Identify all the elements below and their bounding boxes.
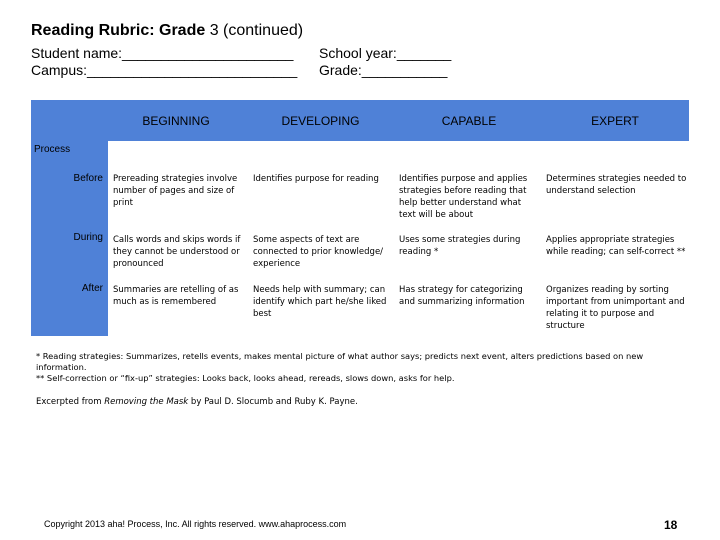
excerpt-prefix: Excerpted from	[36, 397, 105, 407]
cell-before-developing: Identifies purpose for reading	[253, 174, 379, 184]
cell-after-developing: Needs help with summary; can identify which part he/she liked best	[253, 285, 387, 319]
rubric-table	[31, 100, 689, 336]
column-header-capable: CAPABLE	[441, 114, 497, 128]
campus-field: Campus:___________________________	[31, 62, 298, 78]
title-rest: 3 (continued)	[205, 22, 304, 39]
column-header-beginning: BEGINNING	[142, 114, 210, 128]
column-header-expert: EXPERT	[591, 114, 639, 128]
row-label-during: During	[73, 232, 103, 243]
excerpt-credit	[36, 397, 358, 407]
grade-field: Grade:___________	[319, 62, 448, 78]
footnotes	[36, 351, 696, 384]
school-year-field: School year:_______	[319, 45, 452, 61]
cell-before-expert: Determines strategies needed to understand selection	[546, 174, 687, 196]
cell-during-capable: Uses some strategies during reading *	[399, 235, 521, 257]
cell-during-expert: Applies appropriate strategies while reading; can self-correct **	[546, 235, 686, 257]
row-label-after: After	[81, 283, 103, 294]
excerpt-book-title: Removing the Mask	[104, 397, 189, 407]
section-label-process: Process	[34, 144, 71, 155]
cell-before-capable: Identifies purpose and applies strategies before reading that help better understand what text will be about	[399, 174, 528, 220]
footnote-reading-strategies: * Reading strategies: Summarizes, retells events, makes mental picture of what author says; predicts next event, alters predictions based on new information.	[36, 351, 644, 372]
copyright-footer: Copyright 2013 aha! Process, Inc. All rights reserved. www.ahaprocess.com	[44, 519, 347, 529]
title-bold: Reading Rubric: Grade	[31, 22, 206, 39]
cell-during-developing: Some aspects of text are connected to prior knowledge/ experience	[253, 235, 384, 269]
cell-after-beginning: Summaries are retelling of as much as is remembered	[113, 285, 239, 307]
page-number: 18	[664, 518, 678, 532]
footnote-self-correction: ** Self-correction or “fix-up” strategies: Looks back, looks ahead, rereads, slows down, asks for help.	[36, 373, 455, 383]
cell-before-beginning: Prereading strategies involve number of pages and size of print	[113, 174, 238, 208]
cell-after-expert: Organizes reading by sorting important from unimportant and relating it to purpose and structure	[546, 285, 685, 331]
cell-after-capable: Has strategy for categorizing and summarizing information	[399, 285, 525, 307]
student-name-field: Student name:______________________	[31, 45, 294, 61]
cell-during-beginning: Calls words and skips words if they cannot be understood or pronounced	[113, 235, 241, 269]
column-header-developing: DEVELOPING	[281, 114, 360, 128]
row-label-before: Before	[73, 173, 103, 184]
excerpt-suffix: by Paul D. Slocumb and Ruby K. Payne.	[188, 397, 358, 407]
page-title	[31, 22, 303, 40]
